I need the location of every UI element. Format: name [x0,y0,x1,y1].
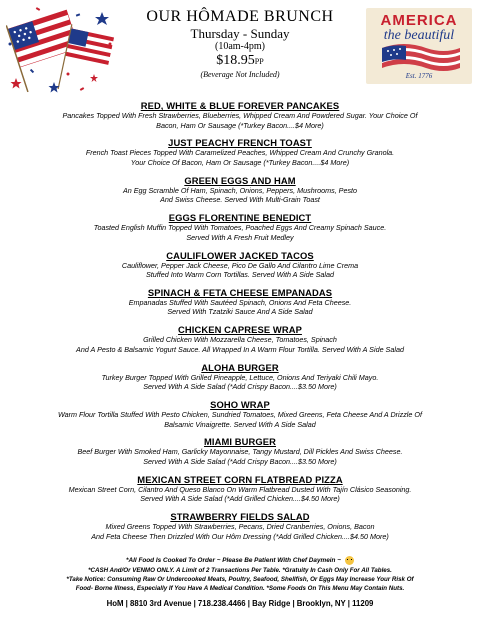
menu-item-description: Grilled Chicken With Mozzarella Cheese, Tomatoes, Spinach [143,335,337,345]
raw-food-warning: *Take Notice: Consuming Raw Or Undercooked Meats, Poultry, Seafood, Shellfish, Or Eggs May Increase Your Risk Of [66,576,414,584]
menu-item-name: GREEN EGGS AND HAM [184,174,296,186]
menu-item-name: SOHO WRAP [210,399,270,410]
menu-item [10,324,470,354]
america-the-beautiful-logo [364,6,474,86]
service-days: Thursday - Sunday [190,26,290,41]
cooked-to-order-note [10,556,470,566]
menu-item-description: And A Pesto & Balsamic Yogurt Sauce. All Wrapped In A Warm Flour Tortilla. Served With A Side Salad [76,344,404,354]
menu-item-description: Toasted English Muffin Topped With Tomatoes, Poached Eggs And Creamy Spinach Sauce. [93,223,387,233]
menu-item-description: Balsamic Vinaigrette. Served With A Side Salad [164,419,316,429]
menu-item [10,250,470,280]
menu-item-description: Served With Tzatziki Sauce And A Side Salad [167,307,313,317]
price-amount: $18.95 [216,53,255,68]
menu-item [10,212,470,242]
menu-item [10,399,470,429]
menu-item-description: Cauliflower, Pepper Jack Cheese, Pico De Gallo And Cilantro Lime Crema [121,260,359,270]
menu-item-description: Mexican Street Corn, Cilantro And Queso Blanco On Warm Flatbread Dusted With Tajín Clásico Seasoning. [68,484,412,494]
menu-item-description: Served With A Side Salad (*Add Grilled Chicken....$4.50 More) [140,494,340,504]
menu-item-description: Empanadas Stuffed With Sautéed Spinach, Onions And Feta Cheese. [128,297,352,307]
smiley-face-icon [345,556,354,565]
menu-item [10,474,470,504]
menu-item-description: Turkey Burger Topped With Grilled Pineapple, Lettuce, Onions And Teriyaki Chili Mayo. [101,372,379,382]
menu-item-description: Pancakes Topped With Fresh Strawberries, Blueberries, Whipped Cream And Powdered Sugar. Your Choice Of [62,111,418,120]
menu-item-name: RED, WHITE & BLUE FOREVER PANCAKES [140,100,340,111]
menu-item-name: ALOHA BURGER [201,361,279,373]
menu-item-description: Your Choice Of Bacon, Ham Or Sausage (*Turkey Bacon....$4 More) [130,157,350,167]
menu-item-name: CAULIFLOWER JACKED TACOS [166,249,314,261]
menu-item [10,287,470,317]
menu-item-description: Stuffed Into Warm Corn Tortillas. Served With A Side Salad [146,270,334,280]
price-suffix: PP [254,57,264,66]
menu-item-description: Beef Burger With Smoked Ham, Garlicky Mayonnaise, Tangy Mustard, Dill Pickles And Swiss Cheese. [77,447,403,457]
logo-word-beautiful: the beautiful [383,28,455,43]
menu-item-name: SPINACH & FETA CHEESE EMPANADAS [147,286,333,298]
menu-item [10,436,470,466]
menu-item [10,175,470,205]
menu-item-name: CHICKEN CAPRESE WRAP [178,324,302,336]
menu-item-description: Bacon, Ham Or Sausage (*Turkey Bacon....$4 More) [156,120,324,130]
menu-item-name: EGGS FLORENTINE BENEDICT [168,212,312,224]
menu-item-name: STRAWBERRY FIELDS SALAD [170,511,310,523]
patriotic-flags-illustration [6,4,118,98]
menu-item [10,362,470,392]
menu-item-name: MIAMI BURGER [203,436,277,448]
menu-item-description: An Egg Scramble Of Ham, Spinach, Onions, Peppers, Mushrooms, Pesto [122,185,358,195]
payment-note: *CASH And/Or VENMO ONLY. A Limit of 2 Transactions Per Table. *Gratuity In Cash Only For All Tables. [88,567,392,575]
menu-item-description: Served With A Fresh Fruit Medley [186,232,294,242]
menu-list [10,100,470,549]
menu-footer [10,556,470,609]
beverage-note: (Beverage Not Included) [200,70,280,79]
menu-item-description: Served With A Side Salad (*Add Crispy Bacon....$3.50 More) [143,456,337,466]
menu-item-description: And Feta Cheese Then Drizzled With Our Hôm Dressing (*Add Grilled Chicken....$4.50 More) [91,531,389,541]
menu-item-name: JUST PEACHY FRENCH TOAST [168,137,312,149]
illness-warning: Food- Borne Illness, Especially If You Have A Medical Condition. *Some Foods On This Menu May Contain Nuts. [75,585,405,593]
restaurant-address: HoM | 8810 3rd Avenue | 718.238.4466 | Bay Ridge | Brooklyn, NY | 11209 [106,599,374,609]
service-hours: (10am-4pm) [215,41,265,52]
menu-item-description: Served With A Side Salad (*Add Crispy Bacon....$3.50 More) [143,382,337,392]
menu-item-description: And Swiss Cheese. Served With Multi-Grain Toast [160,195,320,205]
logo-word-america: AMERICA [380,12,458,29]
brunch-price [120,53,360,70]
menu-item [10,100,470,130]
cooked-to-order-text: *All Food Is Cooked To Order ~ Please Be Patient With Chef Daymein ~ [126,557,341,565]
menu-item [10,511,470,541]
page-title: OUR HÔMADE BRUNCH [146,8,334,25]
menu-header [120,8,360,80]
menu-item-name: MEXICAN STREET CORN FLATBREAD PIZZA [137,473,343,485]
menu-item-description: Mixed Greens Topped With Strawberries, Pecans, Dried Cranberries, Onions, Bacon [105,522,375,532]
menu-item-description: French Toast Pieces Topped With Caramelized Peaches, Whipped Cream And Crunchy Granola. [85,148,395,158]
menu-item [10,137,470,167]
menu-item-description: Warm Flour Tortilla Stuffed With Pesto Chicken, Sundried Tomatoes, Mixed Greens, Feta Cheese And A Drizzle Of [58,410,422,419]
logo-established: Est. 1776 [405,72,433,80]
